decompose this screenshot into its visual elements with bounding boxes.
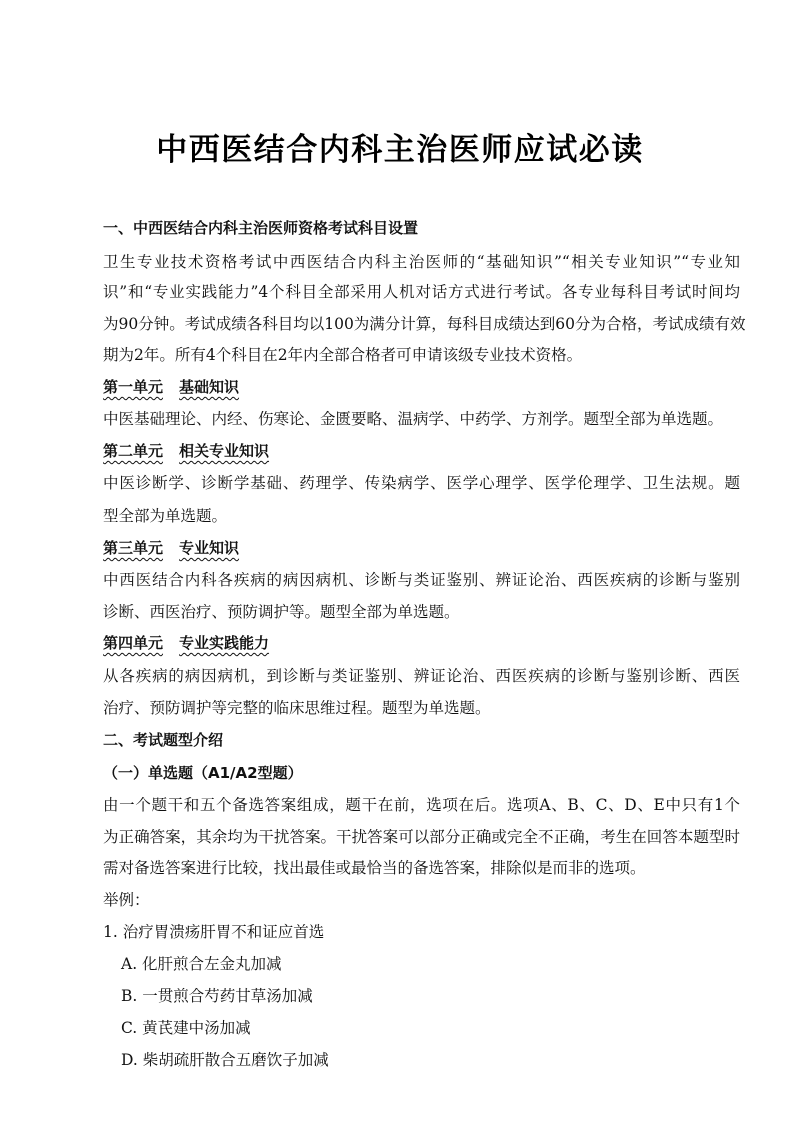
unit-2-description-line: 型全部为单选题。 bbox=[103, 507, 228, 525]
unit-subject: 专业实践能力 bbox=[179, 634, 270, 652]
unit-4-heading bbox=[103, 632, 269, 654]
unit-3-description-line: 中西医结合内科各疾病的病因病机、诊断与类证鉴别、辨证论治、西医疾病的诊断与鉴别 bbox=[103, 571, 740, 589]
unit-4-description-line: 治疗、预防调护等完整的临床思维过程。题型为单选题。 bbox=[103, 699, 491, 717]
section2-paragraph-line: 为正确答案，其余均为干扰答案。干扰答案可以部分正确或完全不正确，考生在回答本题型时 bbox=[103, 828, 740, 846]
unit-2-description-line: 中医诊断学、诊断学基础、药理学、传染病学、医学心理学、医学伦理学、卫生法规。题 bbox=[103, 474, 740, 492]
unit-1-heading bbox=[103, 376, 239, 398]
section1-paragraph-line: 为90分钟。考试成绩各科目均以100为满分计算，每科目成绩达到60分为合格，考试成绩有效 bbox=[103, 315, 746, 333]
example-question: 1. 治疗胃溃疡肝胃不和证应首选 bbox=[103, 923, 325, 941]
section2-subheading: （一）单选题（A1/A2型题） bbox=[103, 764, 303, 782]
unit-2-heading bbox=[103, 440, 269, 462]
option-b: B. 一贯煎合芍药甘草汤加减 bbox=[121, 987, 313, 1005]
unit-subject: 专业知识 bbox=[179, 539, 240, 557]
unit-name: 第三单元 bbox=[103, 539, 164, 557]
document-title: 中西医结合内科主治医师应试必读 bbox=[156, 132, 644, 168]
section1-heading: 一、中西医结合内科主治医师资格考试科目设置 bbox=[103, 219, 419, 237]
section2-paragraph-line: 由一个题干和五个备选答案组成，题干在前，选项在后。选项A、B、C、D、E中只有1个 bbox=[103, 796, 740, 814]
option-a: A. 化肝煎合左金丸加减 bbox=[121, 955, 282, 973]
unit-name: 第二单元 bbox=[103, 442, 164, 460]
section1-paragraph-line: 识”和“专业实践能力”4个科目全部采用人机对话方式进行考试。各专业每科目考试时间均 bbox=[103, 283, 740, 301]
unit-subject: 基础知识 bbox=[179, 378, 240, 396]
option-d: D. 柴胡疏肝散合五磨饮子加减 bbox=[121, 1051, 329, 1069]
option-c: C. 黄芪建中汤加减 bbox=[121, 1019, 251, 1037]
example-label: 举例： bbox=[103, 891, 150, 909]
unit-1-description-line: 中医基础理论、内经、伤寒论、金匮要略、温病学、中药学、方剂学。题型全部为单选题。 bbox=[103, 410, 724, 428]
unit-3-description-line: 诊断、西医治疗、预防调护等。题型全部为单选题。 bbox=[103, 603, 460, 621]
unit-name: 第一单元 bbox=[103, 378, 164, 396]
section2-paragraph-line: 需对备选答案进行比较，找出最佳或最恰当的备选答案，排除似是而非的选项。 bbox=[103, 859, 646, 877]
unit-subject: 相关专业知识 bbox=[179, 442, 270, 460]
unit-4-description-line: 从各疾病的病因病机，到诊断与类证鉴别、辨证论治、西医疾病的诊断与鉴别诊断、西医 bbox=[103, 667, 740, 685]
section2-heading: 二、考试题型介绍 bbox=[103, 731, 224, 749]
unit-3-heading bbox=[103, 537, 239, 559]
section1-paragraph-line: 期为2年。所有4个科目在2年内全部合格者可申请该级专业技术资格。 bbox=[103, 346, 583, 364]
unit-name: 第四单元 bbox=[103, 634, 164, 652]
section1-paragraph-line: 卫生专业技术资格考试中西医结合内科主治医师的“基础知识”“相关专业知识”“专业知 bbox=[103, 253, 740, 271]
